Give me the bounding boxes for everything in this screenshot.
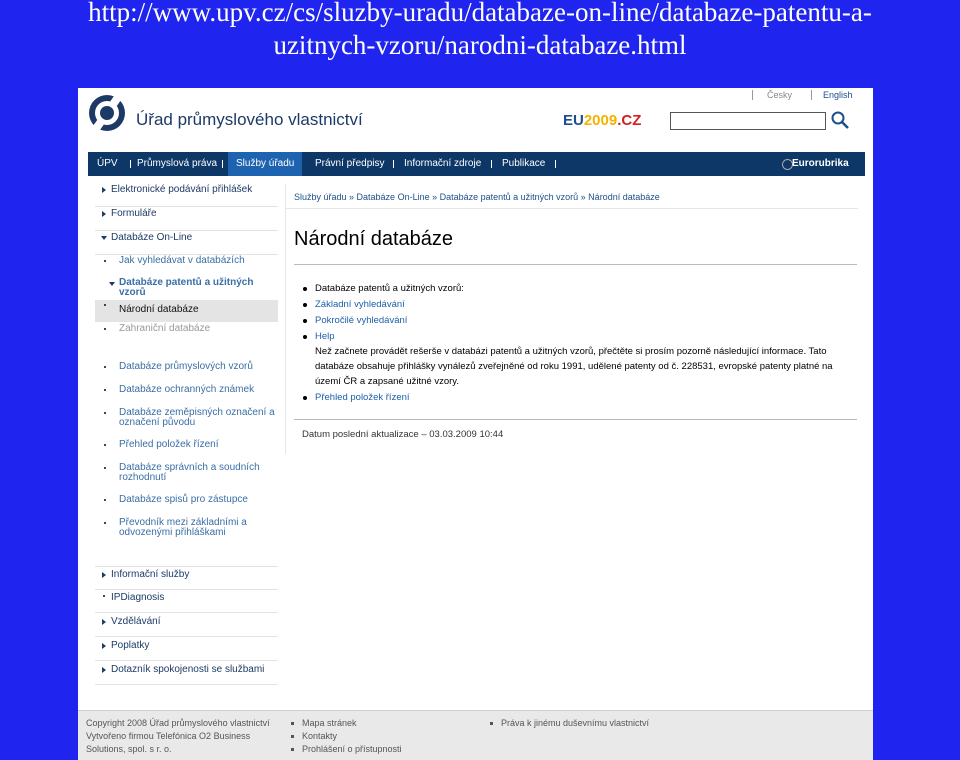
sidebar-item-elektronicke-podavani[interactable] xyxy=(95,184,278,207)
eu-logo-part-a: EU xyxy=(563,112,584,129)
lang-divider xyxy=(811,90,812,100)
advanced-search-link[interactable]: Pokročilé vyhledávání xyxy=(315,315,408,326)
sidebar-item-label: Databáze správních a soudních rozhodnutí xyxy=(119,462,260,483)
footer-links-col2 xyxy=(490,717,649,730)
sidebar-item-label: Národní databáze xyxy=(119,304,199,315)
footer-link-label: Práva k jinému duševnímu vlastnictví xyxy=(501,718,650,728)
nav-divider xyxy=(393,160,394,168)
bullet-icon xyxy=(104,522,106,524)
sidebar-item-label: Databáze On-Line xyxy=(111,232,193,243)
bullet-icon xyxy=(104,499,106,501)
sidebar-item-prumyslove-vzory[interactable] xyxy=(95,362,278,382)
last-updated-text: Datum poslední aktualizace – 03.03.2009 10:44 xyxy=(302,429,504,440)
bullet-icon xyxy=(104,412,106,414)
bullet-icon xyxy=(303,335,307,339)
bullet-icon xyxy=(104,328,106,330)
sidebar-item-label: Databáze spisů pro zástupce xyxy=(119,494,248,505)
lang-divider xyxy=(752,90,753,100)
footer-link-label: Kontakty xyxy=(302,731,338,741)
sidebar-item-spravni-rozhodnuti[interactable] xyxy=(95,463,278,487)
breadcrumb-divider xyxy=(286,208,858,209)
nav-item-eurorubrika[interactable]: Eurorubrika xyxy=(792,158,849,169)
bullet-icon xyxy=(303,303,307,307)
lang-czech-link[interactable]: Česky xyxy=(767,90,793,100)
sidebar-item-label: Databáze patentů a užitných vzorů xyxy=(119,277,254,298)
sidebar-item-zemepisna-oznaceni[interactable] xyxy=(95,408,278,432)
sidebar-item-narodni-databaze[interactable] xyxy=(95,300,278,322)
footer-link-jine-dusevni-vlastnictvi[interactable] xyxy=(490,717,649,730)
list-item xyxy=(302,314,850,328)
intro-text: Databáze patentů a užitných vzorů: xyxy=(315,283,464,294)
sidebar-item-zahranicni-databaze[interactable] xyxy=(95,324,278,344)
bullet-icon xyxy=(303,287,307,291)
sidebar-item-databaze-online[interactable] xyxy=(95,232,278,255)
help-link[interactable]: Help xyxy=(315,331,335,342)
sidebar-item-label: Formuláře xyxy=(111,208,157,219)
breadcrumb[interactable]: Služby úřadu » Databáze On-Line » Databáze patentů a užitných vzorů » Národní databáze xyxy=(294,192,660,202)
sidebar-item-label: Databáze ochranných známek xyxy=(119,384,255,395)
content-divider xyxy=(285,184,286,454)
footer-link-label: Prohlášení o přístupnosti xyxy=(302,744,402,754)
eu-logo-part-c: .CZ xyxy=(617,112,642,129)
chevron-down-icon xyxy=(109,282,115,286)
eu-logo-part-b: 2009 xyxy=(583,112,618,129)
sidebar-item-ochranne-znamky[interactable] xyxy=(95,385,278,405)
copyright-line: Solutions, spol. s r. o. xyxy=(86,744,172,754)
search-input[interactable] xyxy=(670,112,826,130)
sidebar-item-label: Databáze průmyslových vzorů xyxy=(119,361,253,372)
eu2009-logo[interactable] xyxy=(563,112,641,129)
sidebar-item-label: Převodník mezi základními a odvozenými přihláškami xyxy=(119,517,247,538)
help-note-text: Než začnete provádět rešerše v databázi patentů a užitných vzorů, přečtěte si prosím pozorně následující informace. Tato databáze obsahuje přihlášky vynálezů zveřejněné od roku 1991, udělené patenty od č. 228531, evropské patenty platné na území ČR a zapsané užitné vzory. xyxy=(315,346,833,387)
sidebar-item-databaze-patentu[interactable] xyxy=(95,278,278,298)
sidebar-item-spisy-zastupce[interactable] xyxy=(95,495,278,515)
bullet-icon xyxy=(490,722,493,725)
footer-link-kontakty[interactable] xyxy=(291,730,402,743)
sidebar-item-ipdiagnosis[interactable] xyxy=(95,590,278,613)
bullet-icon xyxy=(103,595,105,597)
sidebar-item-label: Vzdělávání xyxy=(111,616,161,627)
chevron-right-icon xyxy=(102,643,106,649)
slide-url-title xyxy=(0,0,960,62)
nav-divider xyxy=(222,160,223,168)
list-item xyxy=(302,298,850,312)
nav-item-prumyslova-prava[interactable]: Průmyslová práva xyxy=(137,158,218,169)
footer-link-pristupnost[interactable] xyxy=(291,743,402,756)
chevron-right-icon xyxy=(102,619,106,625)
sidebar-item-label: IPDiagnosis xyxy=(111,592,165,603)
browser-page-screenshot xyxy=(78,88,873,760)
nav-divider xyxy=(555,160,556,168)
sidebar-item-label: Informační služby xyxy=(111,569,190,580)
chevron-right-icon xyxy=(102,572,106,578)
bullet-icon xyxy=(104,467,106,469)
list-item xyxy=(302,391,850,405)
chevron-right-icon xyxy=(102,187,106,193)
copyright-line: Copyright 2008 Úřad průmyslového vlastnictví xyxy=(86,718,270,728)
bullet-icon xyxy=(291,722,294,725)
bullet-icon xyxy=(303,319,307,323)
sidebar-item-jak-vyhledavat[interactable] xyxy=(95,256,278,276)
sidebar-item-poplatky[interactable] xyxy=(95,638,278,661)
nav-item-pravni-predpisy[interactable]: Právní předpisy xyxy=(315,158,385,169)
chevron-right-icon xyxy=(102,211,106,217)
footer-links-col1 xyxy=(291,717,402,756)
search-icon[interactable] xyxy=(830,110,850,130)
footer-link-mapa-stranek[interactable] xyxy=(291,717,402,730)
nav-item-publikace[interactable]: Publikace xyxy=(502,158,546,169)
title-divider xyxy=(294,264,857,265)
list-item xyxy=(302,330,850,389)
sidebar-item-prevodnik[interactable] xyxy=(95,518,278,542)
site-logo-text[interactable]: Úřad průmyslového vlastnictví xyxy=(136,110,363,129)
sidebar-item-informacni-sluzby[interactable] xyxy=(95,566,278,590)
copyright-line: Vytvořeno firmou Telefónica O2 Business xyxy=(86,731,251,741)
sidebar-item-label: Jak vyhledávat v databázích xyxy=(119,255,245,266)
sidebar-item-label: Poplatky xyxy=(111,640,150,651)
sidebar-item-vzdelavani[interactable] xyxy=(95,614,278,637)
main-navigation xyxy=(88,152,865,176)
sidebar-item-label: Dotazník spokojenosti se službami xyxy=(111,664,265,675)
bullet-icon xyxy=(104,260,106,262)
bullet-icon xyxy=(104,366,106,368)
chevron-right-icon xyxy=(102,667,106,673)
sidebar-item-label: Přehled položek řízení xyxy=(119,439,219,450)
sidebar-item-label: Zahraniční databáze xyxy=(119,323,211,334)
footer-copyright xyxy=(86,717,270,756)
content-list xyxy=(302,282,850,407)
sidebar-item-formulare[interactable] xyxy=(95,208,278,231)
url-line-1: http://www.upv.cz/cs/sluzby-uradu/databaze-on-line/databaze-patentu-a- xyxy=(88,0,872,27)
bullet-icon xyxy=(291,748,294,751)
bullet-icon xyxy=(104,304,106,306)
bullet-icon xyxy=(303,396,307,400)
basic-search-link[interactable]: Základní vyhledávání xyxy=(315,299,405,310)
sidebar-item-label: Databáze zeměpisných označení a označení původu xyxy=(119,407,275,428)
sidebar-item-label: Elektronické podávání přihlášek xyxy=(111,184,253,195)
page-title: Národní databáze xyxy=(294,228,454,250)
sidebar-item-prehled-polozek[interactable] xyxy=(95,440,278,460)
bullet-icon xyxy=(291,735,294,738)
chevron-down-icon xyxy=(101,236,107,240)
upv-logo-icon[interactable] xyxy=(86,90,128,134)
nav-divider xyxy=(491,160,492,168)
nav-item-sluzby-uradu[interactable]: Služby úřadu xyxy=(228,152,302,176)
content-bottom-divider xyxy=(294,419,857,420)
lang-english-link[interactable]: English xyxy=(823,90,853,100)
sidebar-item-dotaznik[interactable] xyxy=(95,662,278,685)
nav-divider xyxy=(130,160,131,168)
bullet-icon xyxy=(104,389,106,391)
bullet-icon xyxy=(104,444,106,446)
nav-item-informacni-zdroje[interactable]: Informační zdroje xyxy=(404,158,482,169)
list-item xyxy=(302,282,850,296)
footer-link-label: Mapa stránek xyxy=(302,718,357,728)
url-line-2: uzitnych-vzoru/narodni-databaze.html xyxy=(273,30,687,60)
nav-item-upv[interactable]: ÚPV xyxy=(97,158,118,169)
overview-link[interactable]: Přehled položek řízení xyxy=(315,392,410,403)
site-footer xyxy=(78,710,873,760)
site-header xyxy=(78,88,873,148)
